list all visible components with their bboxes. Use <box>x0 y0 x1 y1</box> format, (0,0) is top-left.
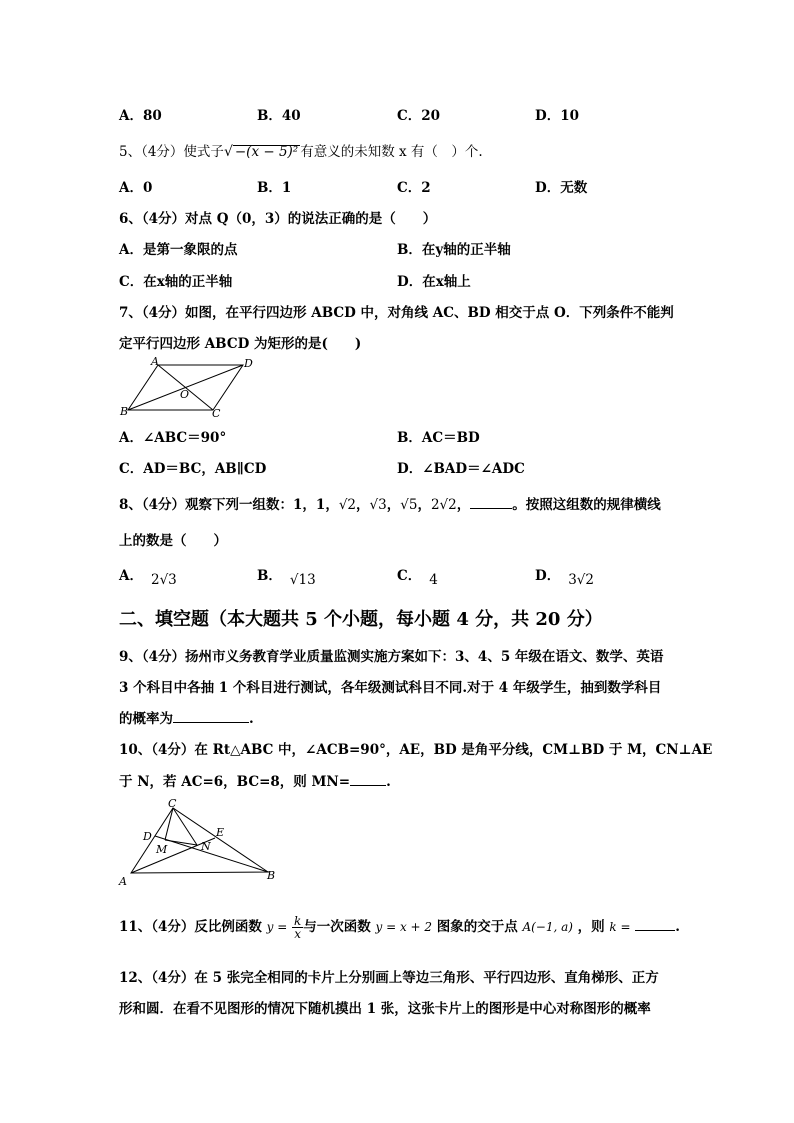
q8-seq-2: √3 <box>369 497 387 513</box>
q8-option-c <box>397 564 438 588</box>
q6-option-d: D．在x轴上 <box>397 274 471 290</box>
q10-label-m: M <box>156 843 168 856</box>
q10-line2-text: 于 N，若 AC=6，BC=8，则 MN= <box>119 774 351 790</box>
q11-fraction <box>292 915 303 940</box>
q10-label-c: C <box>168 797 177 810</box>
q8-stem-suffix: 。按照这组数的规律横线 <box>512 497 661 513</box>
q9-line1: 9、（4分）扬州市义务教育学业质量监测实施方案如下：3、4、5 年级在语文、数学、英语 <box>119 649 664 665</box>
q8-option-a <box>119 564 177 588</box>
q6-option-a: A．是第一象限的点 <box>119 242 238 258</box>
q10-line2 <box>119 770 391 790</box>
q8-option-d-value: 3√2 <box>568 572 594 588</box>
q4-option-c: C．20 <box>397 108 441 124</box>
q11-prefix: 11、（4分）反比例函数 <box>119 919 262 935</box>
q12-line1: 12、（4分）在 5 张完全相同的卡片上分别画上等边三角形、平行四边形、直角梯形、正方 <box>119 970 659 986</box>
q7-label-b: B <box>120 405 129 418</box>
q8-option-a-letter: A． <box>119 568 143 584</box>
q9-answer-blank <box>173 710 249 723</box>
q8-option-b-letter: B． <box>257 568 282 584</box>
q8-option-c-value: 4 <box>429 572 438 588</box>
q8-option-c-letter: C． <box>397 568 422 584</box>
q10-label-a: A <box>119 875 127 888</box>
q11-func2: y = x + 2 <box>375 920 433 934</box>
q11-answer-blank <box>635 918 675 931</box>
q11-tail: ，则 <box>577 919 605 935</box>
q7-stem-line2: 定平行四边形 ABCD 为矩形的是( ) <box>119 336 362 352</box>
q4-option-b: B．40 <box>257 108 301 124</box>
q5-suffix: 有意义的未知数 x 有（ ）个. <box>300 144 483 160</box>
q7-option-c: C．AD＝BC，AB∥CD <box>119 461 267 477</box>
q5-stem: 5、（4分）使式子√ −(x − 5)² 有意义的未知数 x 有（ ）个. <box>119 144 483 160</box>
q7-label-c: C <box>212 407 221 420</box>
q10-label-b: B <box>267 869 276 882</box>
q8-option-d <box>535 564 594 588</box>
q11-func1-lhs: y = <box>266 920 288 934</box>
q8-option-b <box>257 564 316 588</box>
q10-segment-cn <box>173 808 197 845</box>
q10-segment-cm <box>165 808 173 840</box>
q8-option-d-letter: D． <box>535 568 561 584</box>
q7-option-d: D．∠BAD＝∠ADC <box>397 461 525 477</box>
q7-label-a: A <box>151 355 159 368</box>
q9-line3 <box>119 707 254 727</box>
q5-option-b: B．1 <box>257 180 292 196</box>
q8-seq-4: 2√2 <box>430 497 457 513</box>
q5-expression: −(x − 5)² <box>234 144 299 160</box>
q10-label-d: D <box>143 830 152 843</box>
q7-label-d: D <box>244 357 253 370</box>
q8-stem-line2: 上的数是（ ） <box>119 533 227 549</box>
q6-stem: 6、（4分）对点 Q（0，3）的说法正确的是（ ） <box>119 211 437 227</box>
q10-triangle-figure <box>115 795 285 890</box>
q10-line2-end: . <box>386 774 391 790</box>
q10-label-n: N <box>201 840 211 853</box>
q8-option-b-value: √13 <box>289 572 316 588</box>
q8-stem-prefix: 8、（4分）观察下列一组数：1，1， <box>119 497 339 513</box>
q10-answer-blank <box>350 773 386 786</box>
q9-line2: 3 个科目中各抽 1 个科目进行测试，各年级测试科目不同.对于 4 年级学生，抽到数学科目 <box>119 680 662 696</box>
q11-fraction-numerator: k <box>294 914 302 928</box>
q8-option-a-value: 2√3 <box>150 572 177 588</box>
q4-option-d: D．10 <box>535 108 579 124</box>
q11-mid2: 图象的交于点 <box>436 919 518 935</box>
q8-seq-1: √2 <box>338 497 357 513</box>
q4-option-a: A．80 <box>119 108 162 124</box>
q11-point: A(−1, a) <box>522 920 573 934</box>
q12-line2: 形和圆．在看不见图形的情况下随机摸出 1 张，这张卡片上的图形是中心对称图形的概率 <box>119 1001 651 1017</box>
q7-option-b: B．AC＝BD <box>397 430 480 446</box>
q6-option-b: B．在y轴的正半轴 <box>397 242 511 258</box>
q10-line1: 10、（4分）在 Rt△ABC 中，∠ACB=90°，AE，BD 是角平分线，CM⊥BD 于 M，CN⊥AE <box>119 742 713 758</box>
q5-option-d: D．无数 <box>535 180 588 196</box>
q5-prefix: 5、（4分）使式子 <box>119 144 224 160</box>
q11-mid: 与一次函数 <box>303 919 371 935</box>
q11-fraction-denominator: x <box>294 927 302 941</box>
q8-stem-line1: 8、（4分）观察下列一组数：1，1，√2，√3，√5，2√2， 。按照这组数的规律横线 <box>119 497 661 513</box>
q7-parallelogram-figure <box>118 355 258 420</box>
q9-line3-text: 的概率为 <box>119 711 173 727</box>
q7-label-o: O <box>180 388 190 401</box>
q10-label-e: E <box>216 826 225 839</box>
q11-stem <box>119 912 680 942</box>
q7-stem-line1: 7、（4分）如图，在平行四边形 ABCD 中，对角线 AC、BD 相交于点 O．下列条件不能判 <box>119 305 674 321</box>
q7-option-a: A．∠ABC＝90° <box>119 430 227 446</box>
section-title: 二、填空题（本大题共 5 个小题，每小题 4 分，共 20 分） <box>119 609 603 630</box>
q11-k-eq: k = <box>609 920 631 934</box>
q11-end: . <box>675 919 680 935</box>
q8-answer-blank <box>470 496 512 509</box>
q6-option-c: C．在x轴的正半轴 <box>119 274 233 290</box>
q9-line3-end: . <box>249 711 254 727</box>
q5-option-a: A．0 <box>119 180 153 196</box>
q8-seq-3: √5 <box>400 497 418 513</box>
q5-option-c: C．2 <box>397 180 431 196</box>
